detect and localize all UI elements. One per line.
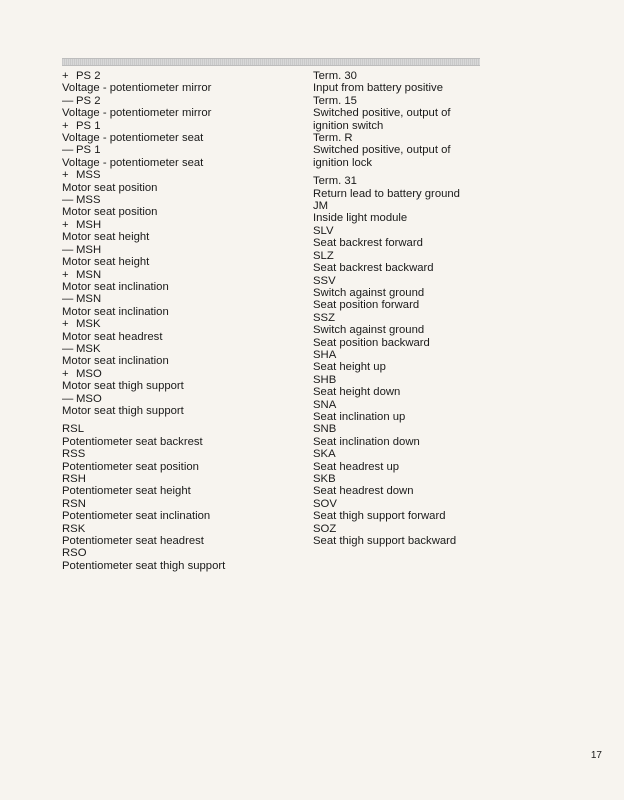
legend-entry: [313, 399, 513, 424]
legend-entry: [313, 374, 513, 399]
legend-code: [62, 70, 302, 82]
legend-code-text: PS 1: [76, 119, 101, 132]
legend-code: SOV: [313, 497, 337, 510]
legend-code: SLZ: [313, 249, 334, 262]
legend-code: [62, 169, 302, 181]
legend-entry: [62, 95, 302, 120]
legend-description: Voltage - potentiometer mirror: [62, 82, 212, 95]
legend-code-text: RSH: [62, 473, 86, 485]
polarity-sign: —: [62, 342, 74, 355]
legend-description: Potentiometer seat backrest: [62, 435, 203, 448]
legend-description: Potentiometer seat headrest: [62, 535, 204, 548]
legend-entry: [62, 547, 302, 572]
legend-code-text: PS 2: [76, 94, 101, 107]
legend-entry: [62, 120, 302, 145]
polarity-sign: +: [62, 119, 69, 132]
legend-code: Term. 30: [313, 70, 357, 82]
legend-entry: [313, 498, 513, 523]
legend-code-text: MSS: [76, 194, 101, 207]
legend-description: Motor seat position: [62, 206, 158, 219]
legend-entry: [313, 70, 513, 95]
legend-code: SSZ: [313, 311, 335, 324]
polarity-sign: —: [62, 243, 74, 256]
legend-entry: [313, 250, 513, 275]
legend-entry: [62, 244, 302, 269]
left-column: [62, 70, 302, 572]
legend-description: Motor seat inclination: [62, 280, 169, 293]
legend-code: Term. 31: [313, 175, 357, 188]
legend-description: Seat backrest backward: [313, 262, 434, 275]
legend-code: [62, 343, 302, 355]
legend-code-text: RSS: [62, 448, 86, 461]
polarity-sign: +: [62, 218, 69, 231]
legend-code-text: MSO: [76, 392, 102, 405]
legend-code: Term. 15: [313, 94, 357, 107]
polarity-sign: +: [62, 268, 69, 281]
legend-code: [62, 244, 302, 256]
legend-code: SNA: [313, 398, 337, 411]
legend-code: SHB: [313, 373, 337, 386]
legend-code-text: MSN: [76, 293, 102, 306]
legend-description: Switched positive, output of: [313, 107, 451, 120]
legend-code: [62, 393, 302, 405]
legend-description: Seat backrest forward: [313, 237, 423, 250]
legend-code: [62, 368, 302, 380]
legend-description: Potentiometer seat inclination: [62, 510, 211, 523]
legend-entry: [62, 70, 302, 95]
page-number: 17: [590, 750, 602, 761]
legend-code: SNB: [313, 423, 337, 436]
legend-entry: [313, 473, 513, 498]
legend-code: [62, 498, 302, 510]
legend-code-text: MSK: [76, 318, 101, 331]
legend-description: Switched positive, output of: [313, 144, 451, 157]
legend-description: Motor seat inclination: [62, 305, 169, 318]
legend-code: [62, 219, 302, 231]
legend-code: [62, 523, 302, 535]
legend-description: Voltage - potentiometer mirror: [62, 107, 212, 120]
legend-description: Potentiometer seat position: [62, 460, 199, 473]
legend-description: Seat thigh support backward: [313, 535, 457, 548]
legend-code: [62, 448, 302, 460]
legend-entry: [313, 200, 513, 225]
legend-entry: [62, 318, 302, 343]
legend-description: Return lead to battery ground: [313, 187, 460, 200]
legend-description: Seat height up: [313, 361, 386, 374]
legend-entry: [62, 144, 302, 169]
legend-description: Seat headrest up: [313, 460, 400, 473]
legend-entry: [62, 393, 302, 418]
legend-code: [62, 318, 302, 330]
legend-description: Seat height down: [313, 386, 401, 399]
legend-code: [62, 547, 302, 559]
legend-entry: [62, 219, 302, 244]
legend-entry: [62, 523, 302, 548]
legend-code-text: PS 1: [76, 144, 101, 157]
legend-entry: [313, 225, 513, 250]
legend-description: Seat position backward: [313, 336, 430, 349]
legend-description: Potentiometer seat height: [62, 485, 191, 498]
legend-code: JM: [313, 200, 329, 213]
legend-description: Motor seat thigh support: [62, 404, 184, 417]
right-column: [313, 70, 513, 547]
legend-code-text: RSN: [62, 497, 86, 510]
legend-code: [62, 194, 302, 206]
legend-code: SOZ: [313, 522, 337, 535]
legend-description: ignition lock: [313, 156, 373, 169]
legend-description: Motor seat inclination: [62, 355, 169, 368]
legend-entry: [313, 275, 513, 312]
legend-description: Switch against ground: [313, 324, 425, 337]
legend-code: SKB: [313, 473, 336, 485]
legend-description: Inside light module: [313, 212, 408, 225]
legend-code-text: RSO: [62, 547, 87, 560]
legend-description: Voltage - potentiometer seat: [62, 156, 204, 169]
legend-code: Term. R: [313, 132, 353, 145]
legend-code: [62, 293, 302, 305]
legend-description: Potentiometer seat thigh support: [62, 559, 226, 572]
legend-entry: [62, 473, 302, 498]
legend-code-text: MSH: [76, 243, 102, 256]
legend-code-text: MSN: [76, 268, 102, 281]
legend-description: Motor seat headrest: [62, 330, 163, 343]
legend-code: SLV: [313, 224, 334, 237]
legend-description: Voltage - potentiometer seat: [62, 132, 204, 145]
legend-description: Switch against ground: [313, 286, 425, 299]
legend-entry: [62, 498, 302, 523]
polarity-sign: +: [62, 367, 69, 380]
polarity-sign: —: [62, 392, 74, 405]
polarity-sign: +: [62, 169, 69, 182]
legend-description: Motor seat thigh support: [62, 380, 184, 393]
legend-entry: [313, 132, 513, 169]
legend-code: SHA: [313, 348, 337, 361]
legend-description: Seat headrest down: [313, 485, 414, 498]
legend-entry: [62, 423, 302, 448]
legend-code: [62, 120, 302, 132]
legend-code: [62, 473, 302, 485]
legend-entry: [62, 368, 302, 393]
legend-entry: [313, 523, 513, 548]
legend-description: Motor seat position: [62, 181, 158, 194]
legend-entry: [313, 95, 513, 132]
legend-entry: [62, 194, 302, 219]
legend-code: SKA: [313, 448, 336, 461]
legend-entry: [313, 312, 513, 349]
legend-description: Seat position forward: [313, 299, 420, 312]
legend-description: Input from battery positive: [313, 82, 443, 95]
legend-code-text: PS 2: [76, 70, 101, 82]
legend-code: [62, 95, 302, 107]
legend-code: [62, 423, 302, 435]
polarity-sign: —: [62, 94, 74, 107]
legend-code-text: MSK: [76, 342, 101, 355]
legend-description: Seat thigh support forward: [313, 510, 446, 523]
legend-code-text: MSH: [76, 218, 102, 231]
legend-description: Motor seat height: [62, 256, 150, 269]
legend-code: SSV: [313, 274, 336, 287]
legend-code: [62, 144, 302, 156]
legend-entry: [313, 349, 513, 374]
polarity-sign: +: [62, 70, 69, 82]
polarity-sign: —: [62, 194, 74, 207]
legend-code-text: RSL: [62, 423, 84, 436]
legend-entry: [62, 343, 302, 368]
legend-description: Seat inclination up: [313, 410, 406, 423]
polarity-sign: —: [62, 144, 74, 157]
top-rule: [62, 58, 480, 66]
legend-entry: [313, 175, 513, 200]
legend-description: Seat inclination down: [313, 435, 420, 448]
legend-entry: [62, 169, 302, 194]
legend-entry: [62, 448, 302, 473]
legend-entry: [313, 448, 513, 473]
legend-description: Motor seat height: [62, 231, 150, 244]
legend-entry: [62, 269, 302, 294]
legend-code: [62, 269, 302, 281]
polarity-sign: +: [62, 318, 69, 331]
legend-entry: [62, 293, 302, 318]
legend-code-text: MSO: [76, 367, 102, 380]
legend-entry: [313, 423, 513, 448]
legend-code-text: RSK: [62, 522, 86, 535]
polarity-sign: —: [62, 293, 74, 306]
legend-description: ignition switch: [313, 119, 384, 132]
legend-code-text: MSS: [76, 169, 101, 182]
